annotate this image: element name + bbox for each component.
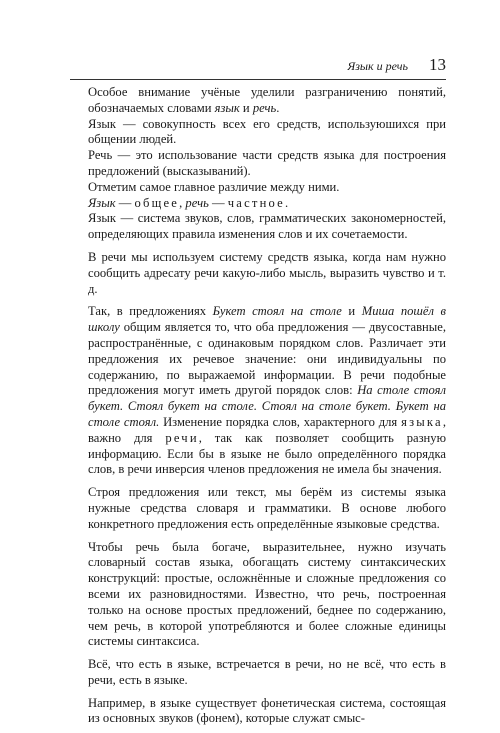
paragraph <box>88 540 446 651</box>
text-run: . <box>284 195 289 210</box>
italic-text: речь <box>185 195 209 210</box>
paragraph <box>88 196 446 212</box>
paragraph <box>88 85 446 117</box>
text-run: Чтобы речь была богаче, выразительнее, нужно изучать словарный состав языка, обогащать систему синтаксических конструкций: простые, осложнённые и сложные предложения со всеми их разновидностями. Известно, что речь, построенная только на основе простых предложений, беднее по содержанию, чем речь, в которой употребляются и более сложные единицы системы синтаксиса. <box>88 539 446 649</box>
spaced-text: частное <box>227 195 285 210</box>
spaced-text: языка <box>401 414 443 429</box>
paragraph <box>88 304 446 478</box>
italic-text: язык <box>214 100 240 115</box>
text-run: Строя предложения или текст, мы берём из системы языка нужные средства словаря и грамматики. В основе любого конкретного предложения есть определённые языковые средства. <box>88 485 446 531</box>
italic-text: На столе стоял букет. Стоял букет на столе. Стоял на столе букет. Букет на столе стоял. <box>88 383 446 429</box>
text-run: и <box>341 304 362 319</box>
text-run: Например, в языке существует фонетическая система, состоящая из основных звуков (фонем), которые служат смыс- <box>88 695 446 726</box>
spaced-text: общее <box>134 195 180 210</box>
text-run: Так, в предложениях <box>88 304 213 319</box>
text-run: В речи мы используем систему средств языка, когда нам нужно сообщить адресату речи какую-либо мысль, выразить чувство и т. д. <box>88 249 446 296</box>
paragraph <box>88 696 446 728</box>
italic-text: Миша пошёл в школу <box>88 304 446 335</box>
italic-text: Букет стоял на столе <box>212 304 342 319</box>
text-run: Язык — система звуков, слов, грамматических закономерностей, определяющих правила изменения слов и их сочетаемости. <box>88 211 446 242</box>
section-title: Язык и речь <box>347 59 408 73</box>
body-text <box>88 85 446 727</box>
text-run: — <box>208 195 228 210</box>
text-run: , так как позволяет сообщить разную информацию. Если бы в языке не было определённого порядка слов, в речи инверсия членов предложения не имела бы значения. <box>88 430 446 477</box>
text-run: общим является то, что оба предложения — двусоставные, распространённые, с одинаковым порядком слов. Различает эти предложения их речевое значение: они индивидуальны по содержанию, по выражаемой информации. В речи подобные предложения могут иметь другой порядок слов: <box>88 320 446 398</box>
text-run: — <box>115 195 135 210</box>
text-run: Речь — это использование части средств языка для построения предложений (высказываний). <box>88 148 446 178</box>
running-header <box>70 57 446 80</box>
text-run: Язык — совокупность всех его средств, используюшихся при общении людей. <box>88 116 446 147</box>
text-run: , <box>179 195 186 210</box>
text-run: и <box>239 100 253 115</box>
text-run: Особое внимание учёные уделили разграничению понятий, обозначаемых словами <box>88 85 446 115</box>
text-run: , важно для <box>88 414 446 445</box>
page-number: 13 <box>429 55 446 74</box>
spaced-text: речи <box>165 430 199 445</box>
text-run: . <box>276 100 280 115</box>
paragraph <box>88 485 446 532</box>
text-run: Всё, что есть в языке, встречается в речи, но не всё, что есть в речи, есть в языке. <box>88 657 446 687</box>
paragraph <box>88 250 446 297</box>
paragraph <box>88 211 446 243</box>
paragraph <box>88 180 446 196</box>
paragraph <box>88 148 446 180</box>
text-run: Изменение порядка слов, характерного для <box>159 414 402 429</box>
italic-text: речь <box>252 100 277 115</box>
text-run: Отметим самое главное различие между ними. <box>88 179 340 194</box>
paragraph <box>88 657 446 689</box>
italic-text: Язык <box>88 195 116 210</box>
paragraph <box>88 117 446 149</box>
